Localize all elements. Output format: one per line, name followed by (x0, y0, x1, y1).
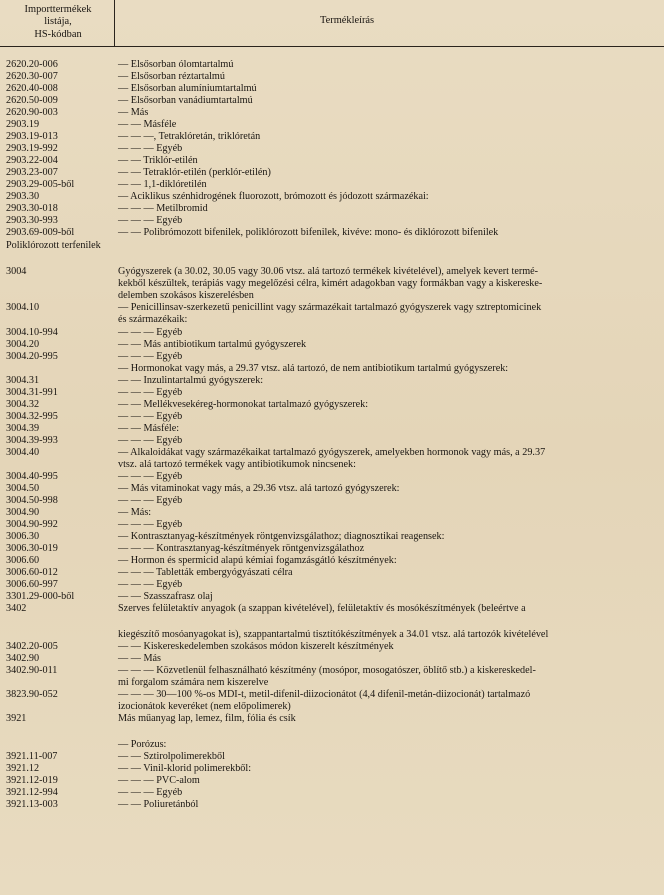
hs-code: 3006.60-997 (6, 579, 58, 590)
table-row (0, 641, 664, 653)
table-row (0, 179, 664, 191)
hs-code: 3006.60-012 (6, 567, 58, 578)
table-row (0, 363, 664, 375)
product-description: — — — Közvetlenül felhasználható készítmény (mosópor, mosogatószer, öblítő stb.) a kiskereskedel- (118, 665, 536, 676)
hs-code: 3006.30 (6, 531, 40, 542)
table-row (0, 131, 664, 143)
hs-code: 2903.30-993 (6, 215, 58, 226)
hs-code: 3921.12-019 (6, 775, 58, 786)
header-col-code (8, 4, 108, 41)
table-row (0, 787, 664, 799)
product-description: — — — PVC-alom (118, 775, 200, 786)
table-row (0, 411, 664, 423)
table-row (0, 314, 664, 326)
product-description: Más műanyag lap, lemez, film, fólia és csík (118, 713, 296, 724)
table-row (0, 59, 664, 71)
product-description: — — Poliuretánból (118, 799, 199, 810)
product-description: — — — Egyéb (118, 143, 183, 154)
header-col-code-line: listája, (44, 16, 72, 28)
product-description: — Penicillinsav-szerkezetű penicillint vagy származékait tartalmazó gyógyszerek vagy sztreptomicinek (118, 302, 542, 313)
hs-code: 3921.11-007 (6, 751, 58, 762)
product-description: — Alkaloidákat vagy származékaikat tartalmazó gyógyszerek, amelyekben hormonok vagy más, a 29.37 (118, 447, 546, 458)
product-description: — — Inzulintartalmú gyógyszerek: (118, 375, 264, 386)
table-row (0, 95, 664, 107)
product-description: — Elsősorban alumíniumtartalmú (118, 83, 257, 94)
table-row (0, 143, 664, 155)
hs-code: 2620.30-007 (6, 71, 58, 82)
hs-code: 3004.31 (6, 375, 40, 386)
table-row (0, 701, 664, 713)
table-row (0, 483, 664, 495)
product-description: — — Más antibiotikum tartalmú gyógyszerek (118, 339, 307, 350)
product-description: — — 1,1-diklóretilén (118, 179, 207, 190)
product-description: — Elsősorban vanádiumtartalmú (118, 95, 253, 106)
product-description: — — — Kontrasztanyag-készítmények röntgenvizsgálathoz (118, 543, 365, 554)
product-description: — — Vinil-klorid polimerekből: (118, 763, 252, 774)
table-row (0, 751, 664, 763)
product-description: — — — Egyéb (118, 387, 183, 398)
product-description: — — Mellékvesekéreg-hormonokat tartalmazó gyógyszerek: (118, 399, 369, 410)
product-description: — — Szasszafrasz olaj (118, 591, 213, 602)
hs-code: 3004.40 (6, 447, 40, 458)
header-col-description: Termékleírás (320, 15, 375, 26)
product-description: izocionátok keveréket (nem előpolimerek) (118, 701, 291, 712)
table-row (0, 799, 664, 811)
product-description: — — — Egyéb (118, 471, 183, 482)
product-description: — Hormonokat vagy más, a 29.37 vtsz. alá tartozó, de nem antibiotikum tartalmú gyógyszerek: (118, 363, 509, 374)
hs-code: 3921.12 (6, 763, 40, 774)
hs-code: 3004.50-998 (6, 495, 58, 506)
product-description: — Elsősorban réztartalmú (118, 71, 225, 82)
hs-code: 2903.69-009-ből (6, 227, 75, 238)
hs-code: 3921 (6, 713, 27, 724)
table-row (0, 266, 664, 278)
hs-code: 2620.50-009 (6, 95, 58, 106)
table-row (0, 240, 664, 252)
hs-code: 2903.22-004 (6, 155, 58, 166)
product-description: — — — Egyéb (118, 579, 183, 590)
hs-code: 2903.30 (6, 191, 40, 202)
table-row (0, 447, 664, 459)
hs-code: 2903.29-005-ből (6, 179, 75, 190)
product-description: — — Polibrómozott bifenilek, poliklórozott bifenilek, kivéve: mono- és diklórozott bifenilek (118, 227, 499, 238)
hs-code: 3402 (6, 603, 27, 614)
table-row (0, 435, 664, 447)
product-description: — — Sztirolpolimerekből (118, 751, 225, 762)
product-description: — — — Egyéb (118, 519, 183, 530)
table-row (0, 775, 664, 787)
table-row (0, 495, 664, 507)
table-row (0, 71, 664, 83)
hs-code: 3004.32 (6, 399, 40, 410)
product-description: — Aciklikus szénhidrogének fluorozott, brómozott és jódozott származékai: (118, 191, 429, 202)
table-row (0, 278, 664, 290)
product-description: — — — Egyéb (118, 435, 183, 446)
table-row (0, 215, 664, 227)
product-description: — — — Egyéb (118, 327, 183, 338)
hs-code: 2620.40-008 (6, 83, 58, 94)
hs-code: 3004 (6, 266, 27, 277)
product-description: — — Másféle: (118, 423, 180, 434)
hs-code: 3004.20 (6, 339, 40, 350)
hs-code: 3301.29-000-ből (6, 591, 75, 602)
table-row (0, 459, 664, 471)
table-row (0, 763, 664, 775)
table-row (0, 290, 664, 302)
product-description: — Porózus: (118, 739, 167, 750)
table-row (0, 531, 664, 543)
product-description: mi forgalom számára nem kiszerelve (118, 677, 269, 688)
product-description: — — Másféle (118, 119, 177, 130)
hs-code: 3921.13-003 (6, 799, 58, 810)
product-description: — — Kiskereskedelemben szokásos módon kiszerelt készítmények (118, 641, 394, 652)
product-description: kekből készültek, terápiás vagy megelőzési célra, kimért adagokban vagy formákban vagy a kiskereske- (118, 278, 543, 289)
table-row (0, 203, 664, 215)
hs-code: 3823.90-052 (6, 689, 58, 700)
product-description: kiegészítő mosóanyagokat is), szappantartalmú tisztítókészítmények a 34.01 vtsz. alá tartozók kivételével (118, 629, 549, 640)
hs-code: 3402.90-011 (6, 665, 58, 676)
hs-code: 3004.90 (6, 507, 40, 518)
table-row (0, 351, 664, 363)
table-row (0, 399, 664, 411)
table-row (0, 689, 664, 701)
hs-code: 3004.32-995 (6, 411, 58, 422)
product-description: — Hormon és spermicid alapú kémiai fogamzásgátló készítmények: (118, 555, 397, 566)
product-description: — — — Egyéb (118, 411, 183, 422)
hs-code: 3004.39-993 (6, 435, 58, 446)
hs-code: 2903.19-013 (6, 131, 58, 142)
hs-code: 3004.31-991 (6, 387, 58, 398)
product-description: — Más: (118, 507, 152, 518)
product-description: Szerves felületaktív anyagok (a szappan kivételével), felületaktív és mosókészítmények (beleértve a (118, 603, 526, 614)
table-row (0, 191, 664, 203)
hs-code: 3006.30-019 (6, 543, 58, 554)
hs-code: 3004.50 (6, 483, 40, 494)
product-description: — — — 30—100 %-os MDI-t, metil-difenil-diizocionátot (4,4 difenil-metán-diizocionát) tartalmazó (118, 689, 531, 700)
header-col-code-line: HS-kódban (34, 28, 82, 40)
hs-code: 3402.20-005 (6, 641, 58, 652)
product-description: — — — Tabletták embergyógyászati célra (118, 567, 293, 578)
table-row (0, 387, 664, 399)
table-row (0, 167, 664, 179)
table-row (0, 107, 664, 119)
hs-code: 3004.40-995 (6, 471, 58, 482)
table-row (0, 567, 664, 579)
table-row (0, 423, 664, 435)
table-row (0, 519, 664, 531)
table-row (0, 579, 664, 591)
product-description: — — Triklór-etilén (118, 155, 198, 166)
hs-code: 2903.19-992 (6, 143, 58, 154)
table-row (0, 713, 664, 725)
hs-code: 3006.60 (6, 555, 40, 566)
header-col-code-line: Importtermékek (24, 4, 92, 15)
product-description: delemben szokásos kiszerelésben (118, 290, 254, 301)
product-description: Gyógyszerek (a 30.02, 30.05 vagy 30.06 vtsz. alá tartozó termékek kivételével), amelyek kevert termé- (118, 266, 539, 277)
product-description: — — — Metilbromid (118, 203, 208, 214)
hs-code: 2903.23-007 (6, 167, 58, 178)
table-row (0, 227, 664, 239)
table-row (0, 327, 664, 339)
hs-code: 3004.20-995 (6, 351, 58, 362)
product-description: és származékaik: (118, 314, 188, 325)
table-row (0, 375, 664, 387)
hs-code: 2903.30-018 (6, 203, 58, 214)
product-description: — Elsősorban ólomtartalmú (118, 59, 234, 70)
hs-code: 2620.20-006 (6, 59, 58, 70)
hs-code: 3402.90 (6, 653, 40, 664)
product-description: — — — Egyéb (118, 351, 183, 362)
table-row (0, 83, 664, 95)
table-row (0, 507, 664, 519)
hs-code: 2620.90-003 (6, 107, 58, 118)
header-divider (114, 0, 115, 46)
hs-code: 3004.39 (6, 423, 40, 434)
table-row (0, 339, 664, 351)
hs-code: 3921.12-994 (6, 787, 58, 798)
product-description: — Más vitaminokat vagy más, a 29.36 vtsz. alá tartozó gyógyszerek: (118, 483, 400, 494)
product-description: — — Más (118, 653, 162, 664)
table-header (0, 0, 664, 47)
table-row (0, 471, 664, 483)
table-row (0, 665, 664, 677)
table-row (0, 603, 664, 615)
hs-code: 3004.10-994 (6, 327, 58, 338)
table-row (0, 119, 664, 131)
table-row (0, 155, 664, 167)
product-description: — Kontrasztanyag-készítmények röntgenvizsgálathoz; diagnosztikai reagensek: (118, 531, 445, 542)
product-description: — — — Egyéb (118, 787, 183, 798)
hs-code: 2903.19 (6, 119, 40, 130)
hs-code: 3004.10 (6, 302, 40, 313)
table-row (0, 653, 664, 665)
product-description: — — — Egyéb (118, 215, 183, 226)
table-row (0, 677, 664, 689)
product-description: — — Tetraklór-etilén (perklór-etilén) (118, 167, 271, 178)
product-description: — — —, Tetraklóretán, triklóretán (118, 131, 261, 142)
table-row (0, 555, 664, 567)
hs-code: 3004.90-992 (6, 519, 58, 530)
table-row (0, 739, 664, 751)
product-description: Poliklórozott terfenilek (6, 240, 101, 251)
product-description: — — — Egyéb (118, 495, 183, 506)
table-row (0, 629, 664, 641)
product-description: — Más (118, 107, 149, 118)
table-row (0, 591, 664, 603)
product-description: vtsz. alá tartozó termékek vagy antibiotikumok nincsenek: (118, 459, 356, 470)
table-row (0, 543, 664, 555)
table-row (0, 302, 664, 314)
